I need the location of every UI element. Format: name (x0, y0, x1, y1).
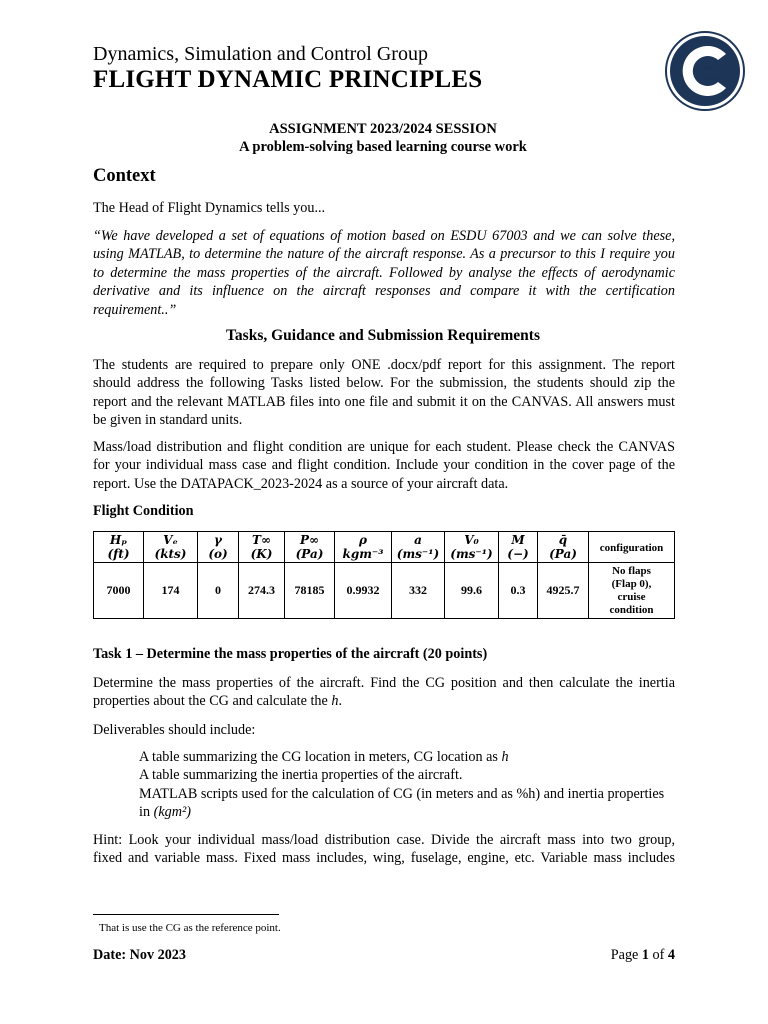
quote-line: requirement..” (93, 301, 177, 318)
table-cell: 7000 (94, 563, 144, 619)
list-item: MATLAB scripts used for the calculation of CG (in meters and as %h) and inertia properties (139, 785, 665, 802)
context-intro-text: The Head of Flight Dynamics tells you... (93, 200, 326, 216)
tasks-heading: Tasks, Guidance and Submission Requirements (226, 327, 540, 344)
table-cell: 99.6 (445, 563, 499, 619)
logo-subtext: Aerospace (696, 75, 720, 81)
task1-heading: Task 1 – Determine the mass properties of the aircraft (20 points) (93, 646, 488, 662)
context-quote (93, 227, 675, 319)
document-date: Date: Nov 2023 (93, 947, 186, 963)
page-number: Page 1 of 4 (610, 947, 675, 963)
list-item: A table summarizing the inertia properties of the aircraft. (139, 767, 463, 784)
table-row (94, 563, 675, 619)
table-header-cell: a (ms⁻¹) (392, 532, 445, 563)
paragraph-line: should address the following Tasks listed below. For the submission, the students should zip the (93, 375, 675, 392)
cranfield-logo (664, 30, 746, 112)
assignment-line-2: A problem-solving based learning course work (239, 139, 527, 155)
table-cell: 332 (392, 563, 445, 619)
table-cell: 274.3 (239, 563, 285, 619)
deliverables-label: Deliverables should include: (93, 722, 256, 738)
table-header-cell: Hₚ (ft) (94, 532, 144, 563)
quote-line: using MATLAB, to determine the nature of the aircraft response. As a precursor to this I require you (93, 246, 675, 263)
paragraph-line: for your individual mass case and flight condition. Include your condition in the cover page of the (93, 457, 675, 474)
footnote: That is use the CG as the reference point. (99, 922, 281, 934)
paragraph-line: report. Use the DATAPACK_2023-2024 as a source of your aircraft data. (93, 475, 509, 492)
quote-line: to determine the mass properties of the aircraft. Followed by analyse the effects of aerodynamic (93, 264, 675, 281)
paragraph-line: fixed and variable mass. Fixed mass includes, wing, fuselage, engine, etc. Variable mass includes (93, 850, 675, 867)
mass-case-paragraph (93, 438, 675, 493)
submission-paragraph (93, 356, 675, 430)
table-header-cell: γ (o) (198, 532, 239, 563)
table-cell: 78185 (285, 563, 335, 619)
table-header-cell: q̄ (Pa) (538, 532, 589, 563)
table-header-cell: V₀ (ms⁻¹) (445, 532, 499, 563)
paragraph-line: The students are required to prepare only ONE .docx/pdf report for this assignment. The report (93, 357, 675, 373)
task1-description (93, 674, 675, 711)
course-title: FLIGHT DYNAMIC PRINCIPLES (93, 66, 483, 93)
table-header-cell: Vₑ (kts) (144, 532, 198, 563)
table-cell: 0 (198, 563, 239, 619)
paragraph-line: Mass/load distribution and flight condition are unique for each student. Please check the CANVAS (93, 439, 675, 455)
flight-condition-table (93, 531, 675, 619)
table-header-cell: ρ kgm⁻³ (335, 532, 392, 563)
hint-paragraph (93, 831, 675, 868)
paragraph-line: Hint: Look your individual mass/load distribution case. Divide the aircraft mass into two group, (93, 832, 675, 848)
context-heading: Context (93, 166, 156, 186)
context-intro (93, 199, 675, 217)
table-header-cell: configuration (589, 532, 675, 563)
table-header-cell: M (−) (499, 532, 538, 563)
logo-text: Cranfield (694, 63, 731, 73)
paragraph-line: properties about the CG and calculate the h. (93, 693, 342, 710)
paragraph-line: Determine the mass properties of the aircraft. Find the CG position and then calculate the inertia (93, 675, 675, 691)
configuration-cell: No flaps (Flap 0), cruise condition (589, 563, 675, 619)
footnote-divider (93, 914, 279, 915)
quote-line: “We have developed a set of equations of motion based on ESDU 67003 and we can solve these, (93, 228, 675, 244)
group-name: Dynamics, Simulation and Control Group (93, 43, 428, 65)
assignment-line-1: ASSIGNMENT 2023/2024 SESSION (269, 121, 497, 137)
list-item: A table summarizing the CG location in meters, CG location as h (139, 749, 509, 765)
paragraph-line: be given in standard units. (93, 412, 243, 429)
table-cell: 4925.7 (538, 563, 589, 619)
deliverables-list (139, 748, 675, 822)
table-cell: 0.9932 (335, 563, 392, 619)
paragraph-line: report and the relevant MATLAB files into one file and submit it on the CANVAS. All answers must (93, 393, 675, 410)
table-header-cell: P∞ (Pa) (285, 532, 335, 563)
table-header-row (94, 532, 675, 563)
quote-line: derivative and its influence on the aircraft responses and compare it with the certification (93, 283, 675, 300)
table-cell: 0.3 (499, 563, 538, 619)
table-cell: 174 (144, 563, 198, 619)
table-header-cell: T∞ (K) (239, 532, 285, 563)
flight-condition-heading: Flight Condition (93, 503, 194, 519)
list-item: in (kgm²) (139, 804, 191, 821)
